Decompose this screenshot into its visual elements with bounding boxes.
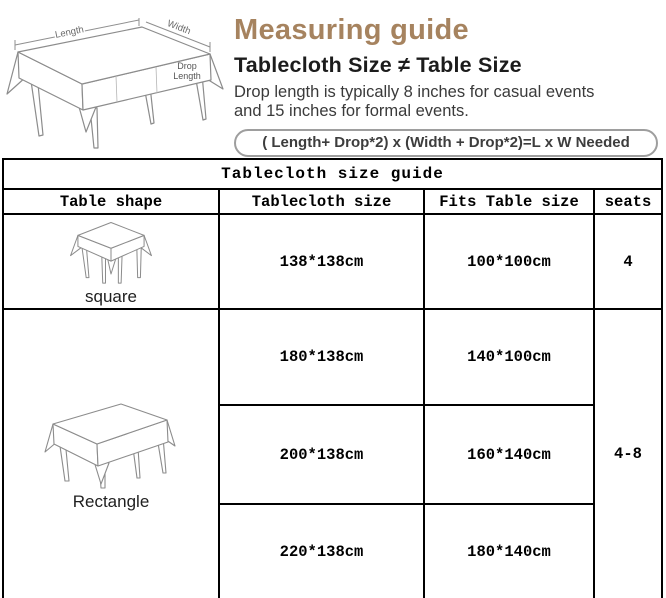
guide-info-column (234, 0, 662, 157)
rectangle-seats: 4-8 (594, 309, 662, 598)
drop-length-label-line2: Length (173, 71, 201, 81)
length-dimension-label: Length (54, 24, 85, 41)
measuring-guide-section (0, 0, 666, 158)
table-title: Tablecloth size guide (3, 159, 662, 189)
tablecloth-size-table (2, 158, 663, 598)
rectangle-table-icon (43, 396, 179, 490)
square-tablecloth-size: 138*138cm (219, 214, 424, 309)
square-seats: 4 (594, 214, 662, 309)
rectangle-tablecloth-size-1: 180*138cm (219, 309, 424, 405)
square-fits-size: 100*100cm (424, 214, 594, 309)
guide-description-line1: Drop length is typically 8 inches for casual events (234, 83, 595, 101)
size-table-section (2, 158, 663, 598)
col-header-table-shape: Table shape (3, 189, 219, 214)
col-header-seats: seats (594, 189, 662, 214)
guide-subtitle: Tablecloth Size ≠ Table Size (234, 53, 522, 77)
rectangle-fits-size-2: 160*140cm (424, 405, 594, 504)
guide-description (234, 83, 662, 120)
rectangle-shape-cell (3, 309, 219, 598)
rectangle-row-1 (3, 309, 662, 405)
square-row (3, 214, 662, 309)
square-label: square (85, 286, 137, 306)
table-header-row (3, 189, 662, 214)
col-header-tablecloth-size: Tablecloth size (219, 189, 424, 214)
square-shape-cell (3, 214, 219, 309)
rectangle-tablecloth-size-2: 200*138cm (219, 405, 424, 504)
rectangle-fits-size-3: 180*140cm (424, 504, 594, 598)
table-measure-diagram (6, 18, 232, 154)
square-table-icon (59, 217, 163, 285)
col-header-fits-table-size: Fits Table size (424, 189, 594, 214)
measuring-diagram-icon (6, 18, 232, 154)
guide-description-line2: and 15 inches for formal events. (234, 101, 469, 120)
width-dimension-label: Width (165, 18, 193, 38)
drop-length-label-line1: Drop (177, 61, 197, 71)
table-title-row (3, 159, 662, 189)
formula-box: ( Length+ Drop*2) x (Width + Drop*2)=L x W Needed (234, 129, 658, 157)
rectangle-fits-size-1: 140*100cm (424, 309, 594, 405)
rectangle-label: Rectangle (72, 492, 150, 511)
rectangle-tablecloth-size-3: 220*138cm (219, 504, 424, 598)
guide-title: Measuring guide (234, 14, 469, 46)
